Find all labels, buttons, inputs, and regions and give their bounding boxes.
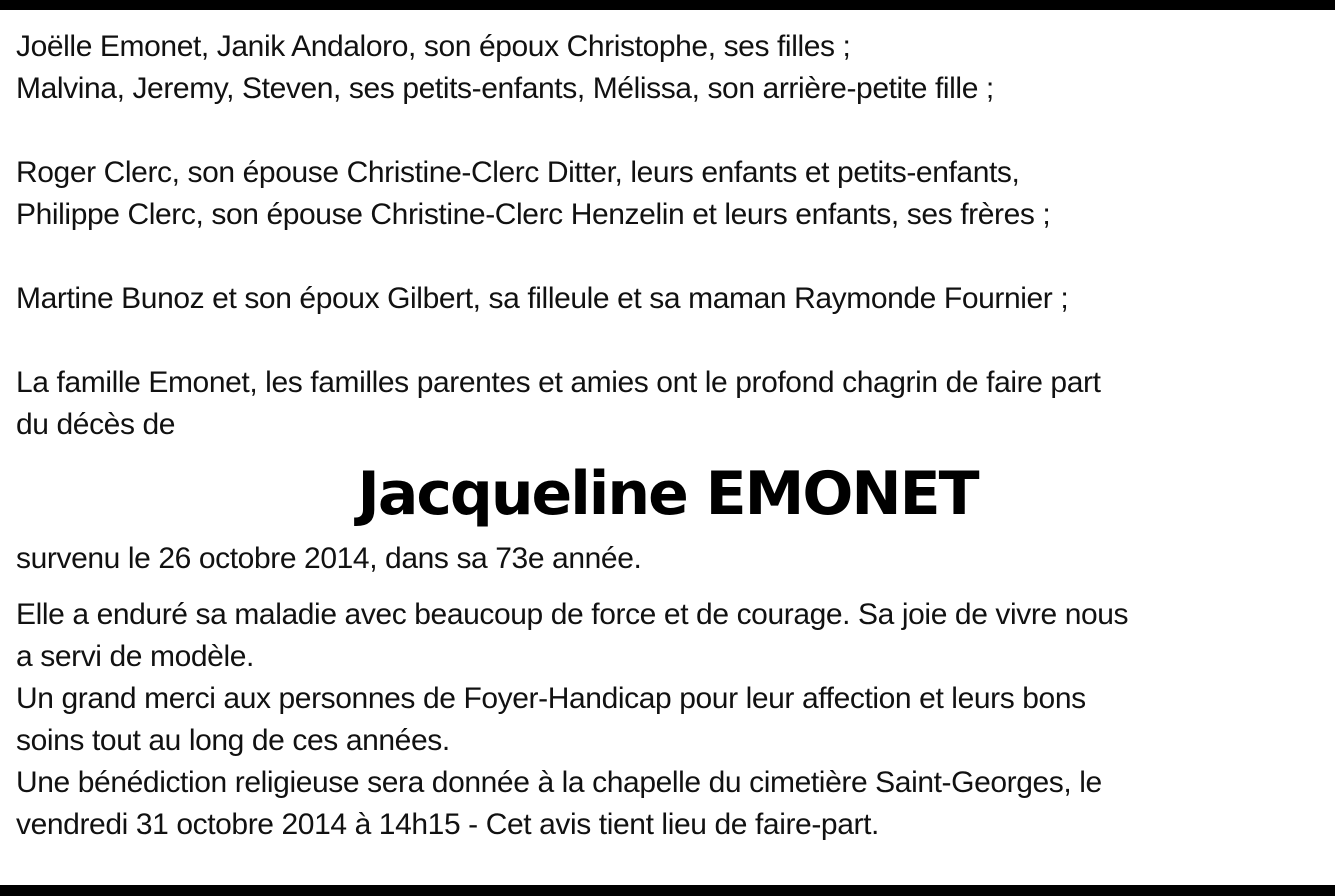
closing-line: Une bénédiction religieuse sera donnée à la chapelle du cimetière Saint-Georges, le: [16, 766, 1102, 799]
family-line: Joëlle Emonet, Janik Andaloro, son époux Christophe, ses filles ;: [16, 30, 851, 63]
family-line: Roger Clerc, son épouse Christine-Clerc Ditter, leurs enfants et petits-enfants,: [16, 156, 1020, 189]
closing-line: vendredi 31 octobre 2014 à 14h15 - Cet avis tient lieu de faire-part.: [16, 808, 879, 841]
family-block-goddaughter: [16, 278, 1326, 320]
announcement-line: La famille Emonet, les familles parentes et amies ont le profond chagrin de faire part: [16, 366, 1101, 399]
family-line: Martine Bunoz et son époux Gilbert, sa filleule et sa maman Raymonde Fournier ;: [16, 282, 1069, 315]
closing-text: [16, 594, 1326, 846]
deceased-name: Jacqueline EMONET: [357, 459, 978, 529]
family-line: Malvina, Jeremy, Steven, ses petits-enfants, Mélissa, son arrière-petite fille ;: [16, 72, 994, 105]
closing-line: soins tout au long de ces années.: [16, 724, 450, 757]
closing-line: Elle a enduré sa maladie avec beaucoup de force et de courage. Sa joie de vivre nous: [16, 598, 1129, 631]
top-border-rule: [0, 0, 1335, 10]
bottom-border-rule: [0, 885, 1335, 896]
closing-line: Un grand merci aux personnes de Foyer-Handicap pour leur affection et leurs bons: [16, 682, 1086, 715]
family-line: Philippe Clerc, son épouse Christine-Clerc Henzelin et leurs enfants, ses frères ;: [16, 198, 1051, 231]
family-block-brothers: [16, 152, 1326, 236]
death-date-line: survenu le 26 octobre 2014, dans sa 73e année.: [16, 542, 642, 575]
announcement-line: du décès de: [16, 408, 176, 441]
family-block-daughters: [16, 26, 1326, 110]
obituary-notice: [16, 26, 1326, 846]
closing-line: a servi de modèle.: [16, 640, 254, 673]
announcement-text: [16, 362, 1326, 446]
